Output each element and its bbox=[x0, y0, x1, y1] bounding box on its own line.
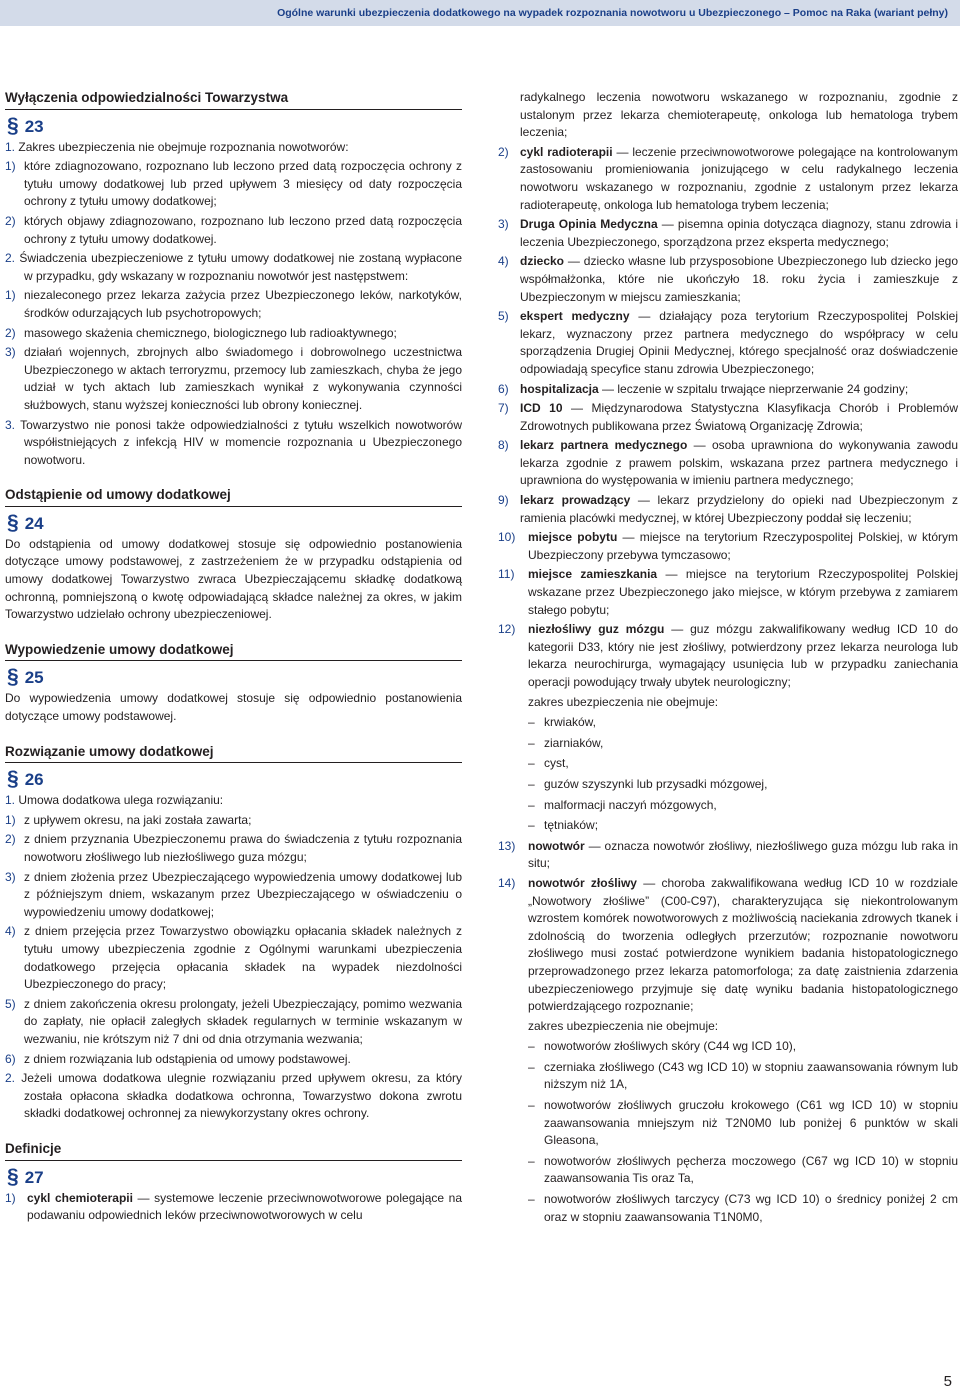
definition-text: — lekarz przydzielony do opieki nad Ubezpieczonym z ramienia placówki medycznej, w której Ubezpieczony poddał się leczeniu; bbox=[520, 493, 958, 525]
definition-item bbox=[498, 216, 958, 251]
definition-number: 6) bbox=[498, 381, 509, 396]
definition-item bbox=[498, 381, 958, 399]
clause bbox=[5, 417, 462, 470]
clause-text: Umowa dodatkowa ulega rozwiązaniu: bbox=[18, 793, 224, 808]
item-number: 5) bbox=[5, 996, 16, 1011]
paragraph-number-value: 24 bbox=[24, 513, 44, 533]
definition-text: — systemowe leczenie przeciwnowotworowe polegające na podawaniu odpowiednich leków przeciwnowotworowych w celu bbox=[27, 1190, 462, 1223]
definition-text: — dziecko własne lub przysposobione Ubezpieczonego lub dziecko jego współmałżonka, które nie ukończyło 18. roku życia i zamieszkuje z Ubezpieczonym w miejscu zamieszkania; bbox=[520, 254, 958, 304]
definition-number: 12) bbox=[498, 622, 516, 637]
exclusions-intro: zakres ubezpieczenia nie obejmuje: bbox=[528, 694, 719, 709]
clause bbox=[5, 250, 462, 285]
definition-text: — guz mózgu zakwalifikowany według ICD 10 do kategorii D33, który nie jest złośliwy, potwierdzony przez lekarza neurologa lub lekarza neurochirurga, wymagający usunięcia lub w przypadku zaniechania operacji powodujący trwały ubytek neurologiczny; bbox=[528, 622, 958, 689]
definition-number: 2) bbox=[498, 144, 509, 159]
definition-number: 4) bbox=[498, 254, 509, 269]
definition-text: — oznacza nowotwór złośliwy, niezłośliwego guza mózgu lub raka in situ; bbox=[528, 838, 958, 871]
exclusion-item bbox=[498, 1191, 958, 1226]
definition-item bbox=[498, 875, 958, 1016]
list-item bbox=[5, 923, 462, 993]
item-number: 1) bbox=[5, 159, 16, 174]
definition-term: niezłośliwy guz mózgu bbox=[528, 622, 665, 637]
definition-item bbox=[498, 144, 958, 214]
definition-term: miejsce pobytu bbox=[528, 530, 618, 545]
list-item bbox=[5, 287, 462, 322]
item-text: których objawy zdiagnozowano, rozpoznano lub leczono przed datą rozpoczęcia ochrony z tytułu umowy dodatkowej. bbox=[24, 213, 462, 246]
definition-number: 7) bbox=[498, 401, 509, 416]
list-item bbox=[5, 831, 462, 866]
left-column bbox=[5, 89, 462, 1227]
definition-text: — działający poza terytorium Rzeczypospolitej Polskiej lekarz, wyznaczony przez partnera medycznego do współpracy w celu sporządzenia Drugiej Opinii Medycznej, którego specjalność oraz doświadczenie odpowiadają specyfice stanu zdrowia Ubezpieczonego; bbox=[520, 309, 959, 376]
exclusion-item bbox=[498, 1038, 958, 1056]
dash-bullet: – bbox=[528, 1098, 535, 1113]
item-number: 2) bbox=[5, 325, 16, 340]
paragraph-symbol: § bbox=[7, 1164, 19, 1188]
definition-item bbox=[498, 400, 958, 435]
exclusion-item bbox=[498, 1153, 958, 1188]
item-text: które zdiagnozowano, rozpoznano lub leczono przed datą rozpoczęcia ochrony z tytułu umowy dodatkowej lub przed upływem 3 miesięcy od daty rozpoczęcia ochrony z tytułu umowy dodatkowej; bbox=[24, 159, 462, 209]
item-number: 2) bbox=[5, 213, 16, 228]
exclusion-text: cyst, bbox=[544, 756, 569, 771]
exclusion-text: krwiaków, bbox=[544, 715, 597, 730]
definition-term: lekarz prowadzący bbox=[520, 493, 631, 508]
list-item bbox=[5, 1051, 462, 1069]
definition-text: — pisemna opinia dotycząca diagnozy, stanu zdrowia i leczenia Ubezpieczonego, sporządzona przez eksperta medycznego; bbox=[520, 217, 959, 249]
item-text: działań wojennych, zbrojnych albo świadomego i dobrowolnego uczestnictwa Ubezpieczonego w aktach terroryzmu, przemocy lub zamieszkach, chyba że jego udział w tych aktach lub zamieszkach wynikał z wykonywania czynności służbowych, stanu wyższej konieczności lub obrony koniecznej. bbox=[24, 345, 462, 412]
item-number: 3) bbox=[5, 345, 16, 360]
definition-text: — leczenie w szpitalu trwające nieprzerwanie 24 godziny; bbox=[598, 381, 909, 396]
definition-text: — leczenie przeciwnowotworowe polegające na kontrolowanym zastosowaniu promieniowania jonizującego w celu radykalnego leczenia nowotworu wskazanego w rozpoznaniu, zgodnie z ustalonym przez lekarza radioterapeutę, onkologa lub hematologa trybem leczenia; bbox=[520, 144, 958, 212]
paragraph-number bbox=[7, 1164, 462, 1188]
definition-number: 1) bbox=[5, 1190, 16, 1205]
list-item bbox=[5, 344, 462, 414]
clause-text: Świadczenia ubezpieczeniowe z tytułu umowy dodatkowej nie zostaną wypłacone w przypadku, gdy wskazany w rozpoznaniu nowotwór jest następstwem: bbox=[19, 251, 463, 283]
clause-number: 1. bbox=[5, 139, 16, 154]
item-text: niezaleconego przez lekarza zażycia przez Ubezpieczonego leków, narkotyków, środków odurzających lub psychotropowych; bbox=[24, 288, 462, 320]
paragraph-symbol: § bbox=[7, 510, 19, 534]
dash-bullet: – bbox=[528, 715, 535, 730]
definition-continuation bbox=[498, 89, 958, 142]
item-number: 1) bbox=[5, 288, 16, 303]
section-heading: Wyłączenia odpowiedzialności Towarzystwa bbox=[5, 89, 462, 110]
item-text: z dniem złożenia przez Ubezpieczającego wypowiedzenia umowy dodatkowej lub z późniejszym dniem, wskazanym przez Ubezpieczającego w oświadczeniu o wypowiedzeniu umowy dodatkowej; bbox=[24, 869, 462, 919]
item-text: z dniem zakończenia okresu prolongaty, jeżeli Ubezpieczający, pomimo wezwania do zapłaty, nie opłacił zaległych składek regularnych w terminie wskazanym w wezwaniu, nie krótszym niż 7 dni od dnia otrzymania wezwania; bbox=[24, 996, 462, 1046]
exclusion-item bbox=[498, 797, 958, 815]
exclusion-item bbox=[498, 776, 958, 794]
definition-number: 11) bbox=[498, 567, 515, 582]
section-heading: Wypowiedzenie umowy dodatkowej bbox=[5, 641, 462, 662]
dash-bullet: – bbox=[528, 776, 535, 791]
dash-bullet: – bbox=[528, 1039, 535, 1054]
item-number: 1) bbox=[5, 812, 16, 827]
definition-item bbox=[498, 492, 958, 527]
definition-text: — osoba uprawniona do wykonywania zawodu lekarza zgodnie z prawem polskim, wskazana przez partnera medycznego i uprawniona do występowania w imieniu partnera medycznego; bbox=[520, 438, 958, 488]
paragraph-number bbox=[7, 113, 462, 137]
paragraph-number-value: 25 bbox=[24, 668, 44, 688]
definition-number: 3) bbox=[498, 217, 509, 232]
running-header bbox=[0, 0, 960, 26]
item-text: z upływem okresu, na jaki została zawarta; bbox=[24, 812, 252, 827]
definition-item bbox=[498, 838, 958, 873]
paragraph-symbol: § bbox=[7, 767, 19, 791]
definition-number: 9) bbox=[498, 493, 509, 508]
dash-bullet: – bbox=[528, 818, 535, 833]
exclusion-text: czerniaka złośliwego (C43 wg ICD 10) w stopniu zaawansowania równym lub niższym niż 1A, bbox=[544, 1059, 958, 1092]
clause-text: Zakres ubezpieczenia nie obejmuje rozpoznania nowotworów: bbox=[18, 139, 349, 154]
list-item bbox=[5, 158, 462, 211]
dash-bullet: – bbox=[528, 797, 535, 812]
section-heading: Rozwiązanie umowy dodatkowej bbox=[5, 743, 462, 764]
paragraph-text: Do odstąpienia od umowy dodatkowej stosuje się odpowiednio postanowienia dotyczące umowy podstawowej, z zastrzeżeniem że w przypadku odstąpienia od umowy dodatkowej Towarzystwo zwraca Ubezpieczającemu składkę dodatkową ochronną, pomniejszoną o kwotę odpowiadającą składce należnej za okres, w jakim Towarzystwo udzielało ochrony ubezpieczeniowej. bbox=[5, 536, 462, 622]
dash-bullet: – bbox=[528, 1059, 535, 1074]
clause bbox=[5, 792, 462, 810]
list-item bbox=[5, 812, 462, 830]
definition-item bbox=[498, 437, 958, 490]
paragraph-number-value: 26 bbox=[24, 770, 44, 790]
list-item bbox=[5, 869, 462, 922]
exclusion-item bbox=[498, 817, 958, 835]
item-number: 3) bbox=[5, 869, 16, 884]
definition-term: ekspert medyczny bbox=[520, 309, 630, 324]
exclusion-text: nowotworów złośliwych tarczycy (C73 wg ICD 10) o średnicy poniżej 2 cm oraz w stopniu zaawansowania T1N0M0, bbox=[544, 1192, 958, 1224]
paragraph-symbol: § bbox=[7, 665, 19, 689]
clause-number: 2. bbox=[5, 1071, 16, 1086]
item-number: 4) bbox=[5, 924, 16, 939]
definition-number: 13) bbox=[498, 838, 516, 853]
exclusion-item bbox=[498, 1059, 958, 1094]
exclusion-item bbox=[498, 755, 958, 773]
paragraph-number bbox=[7, 769, 462, 790]
paragraph-number bbox=[7, 667, 462, 688]
item-number: 2) bbox=[5, 832, 16, 847]
definition-term: cykl radioterapii bbox=[520, 144, 613, 159]
paragraph-symbol: § bbox=[7, 113, 19, 137]
paragraph-number-value: 23 bbox=[24, 116, 44, 136]
definition-text: radykalnego leczenia nowotworu wskazanego w rozpoznaniu, zgodnie z ustalonym przez lekarza chemioterapeutę, onkologa lub hematologa trybem leczenia; bbox=[520, 90, 958, 140]
exclusion-item bbox=[498, 714, 958, 732]
definition-number: 5) bbox=[498, 309, 509, 324]
exclusion-text: malformacji naczyń mózgowych, bbox=[544, 797, 717, 812]
exclusion-text: nowotworów złośliwych skóry (C44 wg ICD 10), bbox=[544, 1039, 797, 1054]
clause-number: 2. bbox=[5, 251, 16, 266]
definition-item bbox=[498, 529, 958, 564]
item-text: z dniem przyznania Ubezpieczonemu prawa do świadczenia z tytułu rozpoznania nowotworu złośliwego lub niezłośliwego guza mózgu; bbox=[24, 832, 462, 864]
dash-bullet: – bbox=[528, 756, 535, 771]
definition-term: hospitalizacja bbox=[520, 381, 599, 396]
dash-bullet: – bbox=[528, 1153, 535, 1168]
definition-term: nowotwór złośliwy bbox=[528, 875, 637, 890]
exclusion-text: nowotworów złośliwych gruczołu krokowego (C61 wg ICD 10) w stopniu zaawansowania mniejszym niż T2N0M0 lub poniżej 6 punktów w skali Gleasona, bbox=[544, 1098, 958, 1148]
paragraph-text: Do wypowiedzenia umowy dodatkowej stosuje się odpowiednio postanowienia dotyczące umowy podstawowej. bbox=[5, 691, 462, 724]
item-text: masowego skażenia chemicznego, biologicznego lub radioaktywnego; bbox=[24, 325, 397, 340]
definition-text: — miejsce na terytorium Rzeczypospolitej Polskiej, w którym Ubezpieczony przebywa tymczasowo; bbox=[528, 530, 959, 562]
definition-item bbox=[498, 253, 958, 306]
definition-item bbox=[498, 621, 958, 691]
list-item bbox=[5, 996, 462, 1049]
section-heading: Odstąpienie od umowy dodatkowej bbox=[5, 486, 462, 507]
clause bbox=[5, 1070, 462, 1123]
definition-text: — choroba zakwalifikowana według ICD 10 w rozdziale „Nowotwory złośliwe” (C00-C97), charakteryzująca się niekontrolowanym wzrostem komórek nowotworowych z możliwością naciekania zdrowych tkanek i zdolnością do tworzenia odległych przerzutów; rozpoznanie nowotworu złośliwego musi zostać potwierdzone wynikiem badania histopatologicznego przeprowadzonego przez lekarza patomorfologa; za datę zaistnienia zdarzenia ubezpieczeniowego przyjmuje się datę wyniku badania histopatologicznego potwierdzającego rozpoznanie; bbox=[528, 875, 958, 1014]
paragraph-number bbox=[7, 510, 462, 534]
document-title: Ogólne warunki ubezpieczenia dodatkowego na wypadek rozpoznania nowotworu u Ubezpieczonego – Pomoc na Raka (wariant pełny) bbox=[277, 7, 948, 19]
clause-number: 1. bbox=[5, 793, 16, 808]
exclusion-text: guzów szyszynki lub przysadki mózgowej, bbox=[544, 776, 768, 791]
definition-term: ICD 10 bbox=[520, 401, 563, 416]
clause bbox=[5, 139, 462, 157]
definition-term: lekarz partnera medycznego bbox=[520, 438, 688, 453]
definition-term: dziecko bbox=[520, 254, 565, 269]
page-number: 5 bbox=[943, 1373, 952, 1390]
right-column bbox=[498, 89, 958, 1229]
item-text: z dniem przejęcia przez Towarzystwo obowiązku opłacania składek należnych z tytułu umowy ubezpieczenia zgodnie z Ogólnymi warunkami ubezpieczenia dodatkowego przejęcia opłacania składek na wypadek niezdolności Ubezpieczonego do pracy; bbox=[24, 924, 462, 992]
definition-number: 14) bbox=[498, 875, 516, 890]
definition-term: cykl chemioterapii bbox=[27, 1190, 133, 1205]
item-number: 6) bbox=[5, 1051, 16, 1066]
exclusion-text: nowotworów złośliwych pęcherza moczowego (C67 wg ICD 10) w stopniu zaawansowania Tis oraz Ta, bbox=[544, 1153, 958, 1186]
exclusion-item bbox=[498, 1097, 958, 1150]
list-item bbox=[5, 213, 462, 248]
definition-number: 8) bbox=[498, 438, 509, 453]
item-text: z dniem rozwiązania lub odstąpienia od umowy podstawowej. bbox=[24, 1051, 351, 1066]
definition-number: 10) bbox=[498, 530, 516, 545]
exclusions-intro: zakres ubezpieczenia nie obejmuje: bbox=[528, 1018, 719, 1033]
clause-text: Jeżeli umowa dodatkowa ulegnie rozwiązaniu przed upływem okresu, za który została opłacona składka dodatkowa ochronna, Towarzystwo dokona zwrotu składki dodatkowej ochronnej za niewykorzystany okres ochrony. bbox=[21, 1071, 462, 1121]
exclusion-text: tętniaków; bbox=[544, 818, 599, 833]
definition-item bbox=[498, 308, 958, 378]
dash-bullet: – bbox=[528, 735, 535, 750]
definition-item bbox=[498, 566, 958, 619]
section-heading: Definicje bbox=[5, 1140, 462, 1161]
clause-text: Towarzystwo nie ponosi także odpowiedzialności z tytułu wszelkich nowotworów współistniejących z infekcją HIV w momencie rozpoznania u Ubezpieczonego nowotworu. bbox=[20, 417, 462, 467]
clause-number: 3. bbox=[5, 417, 16, 432]
definition-term: nowotwór bbox=[528, 838, 585, 853]
definition-text: — miejsce na terytorium Rzeczypospolitej Polskiej wskazane przez Ubezpieczonego jako miejsce, w którym przebywa z zamiarem stałego pobytu; bbox=[528, 567, 959, 617]
definition-item bbox=[5, 1190, 462, 1225]
definition-term: miejsce zamieszkania bbox=[528, 567, 658, 582]
definition-term: Druga Opinia Medyczna bbox=[520, 217, 658, 232]
dash-bullet: – bbox=[528, 1192, 535, 1207]
exclusion-item bbox=[498, 735, 958, 753]
list-item bbox=[5, 325, 462, 343]
definition-text: — Międzynarodowa Statystyczna Klasyfikacja Chorób i Problemów Zdrowotnych publikowana przez Światową Organizację Zdrowia; bbox=[520, 401, 958, 433]
paragraph-number-value: 27 bbox=[24, 1167, 44, 1187]
exclusion-text: ziarniaków, bbox=[544, 735, 604, 750]
